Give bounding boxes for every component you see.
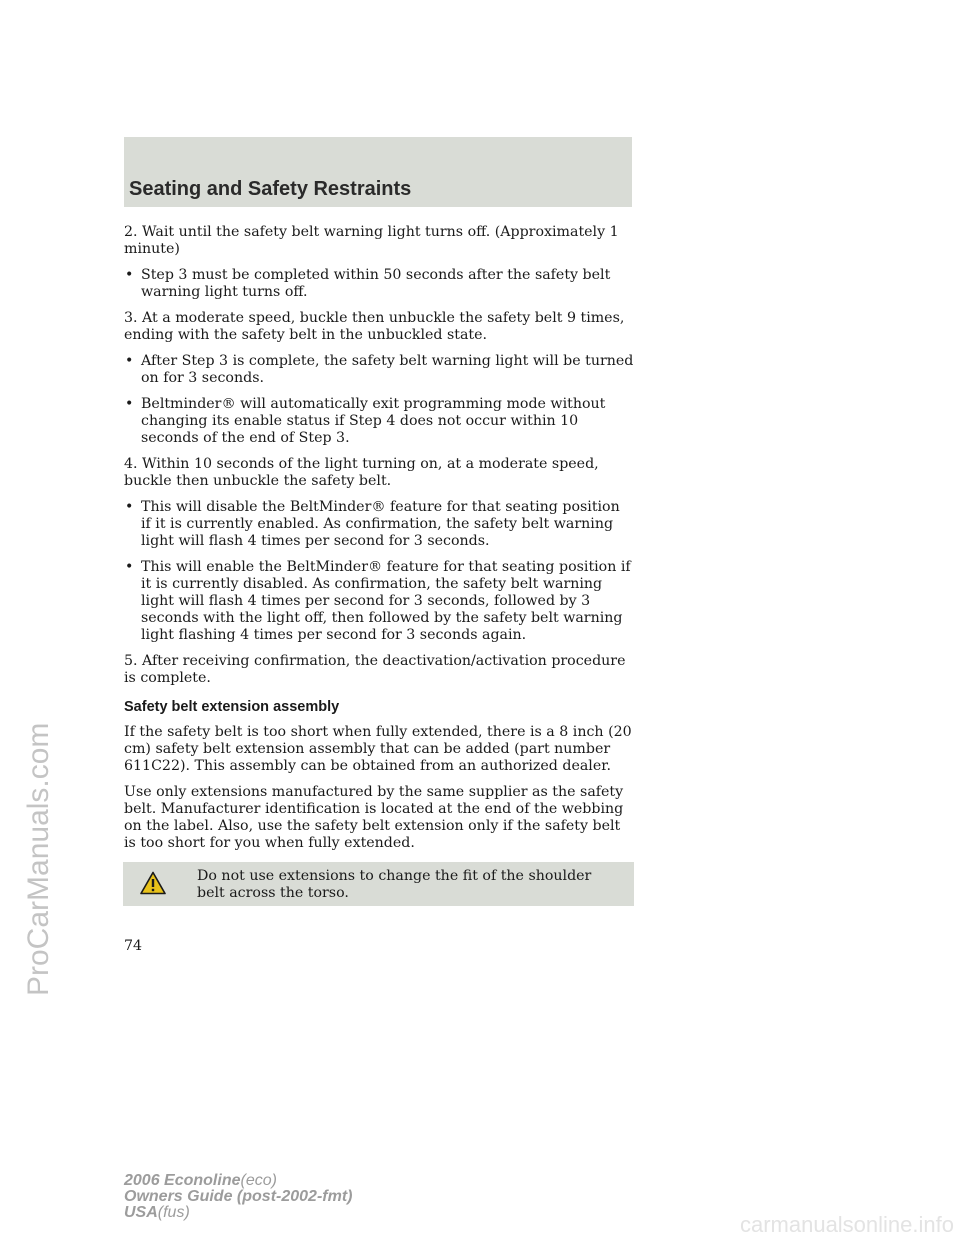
- footer-market: USA: [124, 1204, 158, 1221]
- extension-usage-paragraph: Use only extensions manufactured by the same supplier as the safety belt. Manufacturer identification is located at the end of the webbing on the label. Also, use the safety belt extension only if the safety belt is too short for you when fully extended.: [124, 784, 624, 851]
- bullet-text: This will enable the BeltMinder® feature for that seating position if it is currently disabled. As confirmation, the safety belt warning light will flash 4 times per second for 3 seconds, followed by 3 seconds with the light off, then followed by the safety belt warning light flashing 4 times per second for 3 seconds again.: [141, 559, 631, 643]
- step-4: 4. Within 10 seconds of the light turning on, at a moderate speed, buckle then unbuckle the safety belt.: [124, 456, 599, 489]
- document-footer: [124, 1173, 352, 1221]
- bullet-marker: •: [125, 396, 134, 412]
- step-5: 5. After receiving confirmation, the deactivation/activation procedure is complete.: [124, 653, 626, 686]
- side-watermark: [4, 440, 64, 1000]
- bullet-marker: •: [125, 499, 134, 515]
- subsection-heading: Safety belt extension assembly: [124, 699, 340, 715]
- step-3: 3. At a moderate speed, buckle then unbuckle the safety belt 9 times, ending with the safety belt in the unbuckled state.: [124, 310, 625, 343]
- bullet-text: Beltminder® will automatically exit programming mode without changing its enable status if Step 4 does not occur within 10 seconds of the end of Step 3.: [141, 396, 606, 446]
- footer-guide: Owners Guide (post-2002-fmt): [124, 1188, 353, 1205]
- warning-box: [123, 862, 634, 906]
- list-item: [124, 267, 634, 301]
- bullet-text: Step 3 must be completed within 50 seconds after the safety belt warning light turns off.: [141, 267, 611, 300]
- list-item: [124, 559, 634, 644]
- list-item: [124, 353, 634, 387]
- section-header: [124, 137, 632, 207]
- page-content: [124, 224, 634, 906]
- bullet-text: This will disable the BeltMinder® feature for that seating position if it is currently enabled. As confirmation, the safety belt warning light will flash 4 times per second for 3 seconds.: [141, 499, 620, 549]
- bullet-marker: •: [125, 267, 134, 283]
- footer-model-code: (eco): [240, 1172, 277, 1189]
- list-item: [124, 396, 634, 447]
- page-number: 74: [124, 938, 143, 954]
- extension-paragraph: If the safety belt is too short when fully extended, there is a 8 inch (20 cm) safety belt extension assembly that can be added (part number 611C22). This assembly can be obtained from an authorized dealer.: [124, 724, 632, 774]
- footer-market-code: (fus): [157, 1204, 190, 1221]
- bullet-marker: •: [125, 559, 134, 575]
- warning-triangle-icon: [140, 871, 166, 895]
- step-2: 2. Wait until the safety belt warning light turns off. (Approximately 1 minute): [124, 224, 619, 257]
- side-watermark-text: ProCarManuals.com: [22, 722, 55, 996]
- section-title: Seating and Safety Restraints: [129, 178, 412, 200]
- bottom-watermark: carmanualsonline.info: [739, 1212, 954, 1237]
- footer-model: 2006 Econoline: [124, 1172, 241, 1189]
- bullet-marker: •: [125, 353, 134, 369]
- warning-text: Do not use extensions to change the fit of the shoulder belt across the torso.: [197, 868, 592, 901]
- list-item: [124, 499, 634, 550]
- bullet-text: After Step 3 is complete, the safety belt warning light will be turned on for 3 seconds.: [141, 353, 634, 386]
